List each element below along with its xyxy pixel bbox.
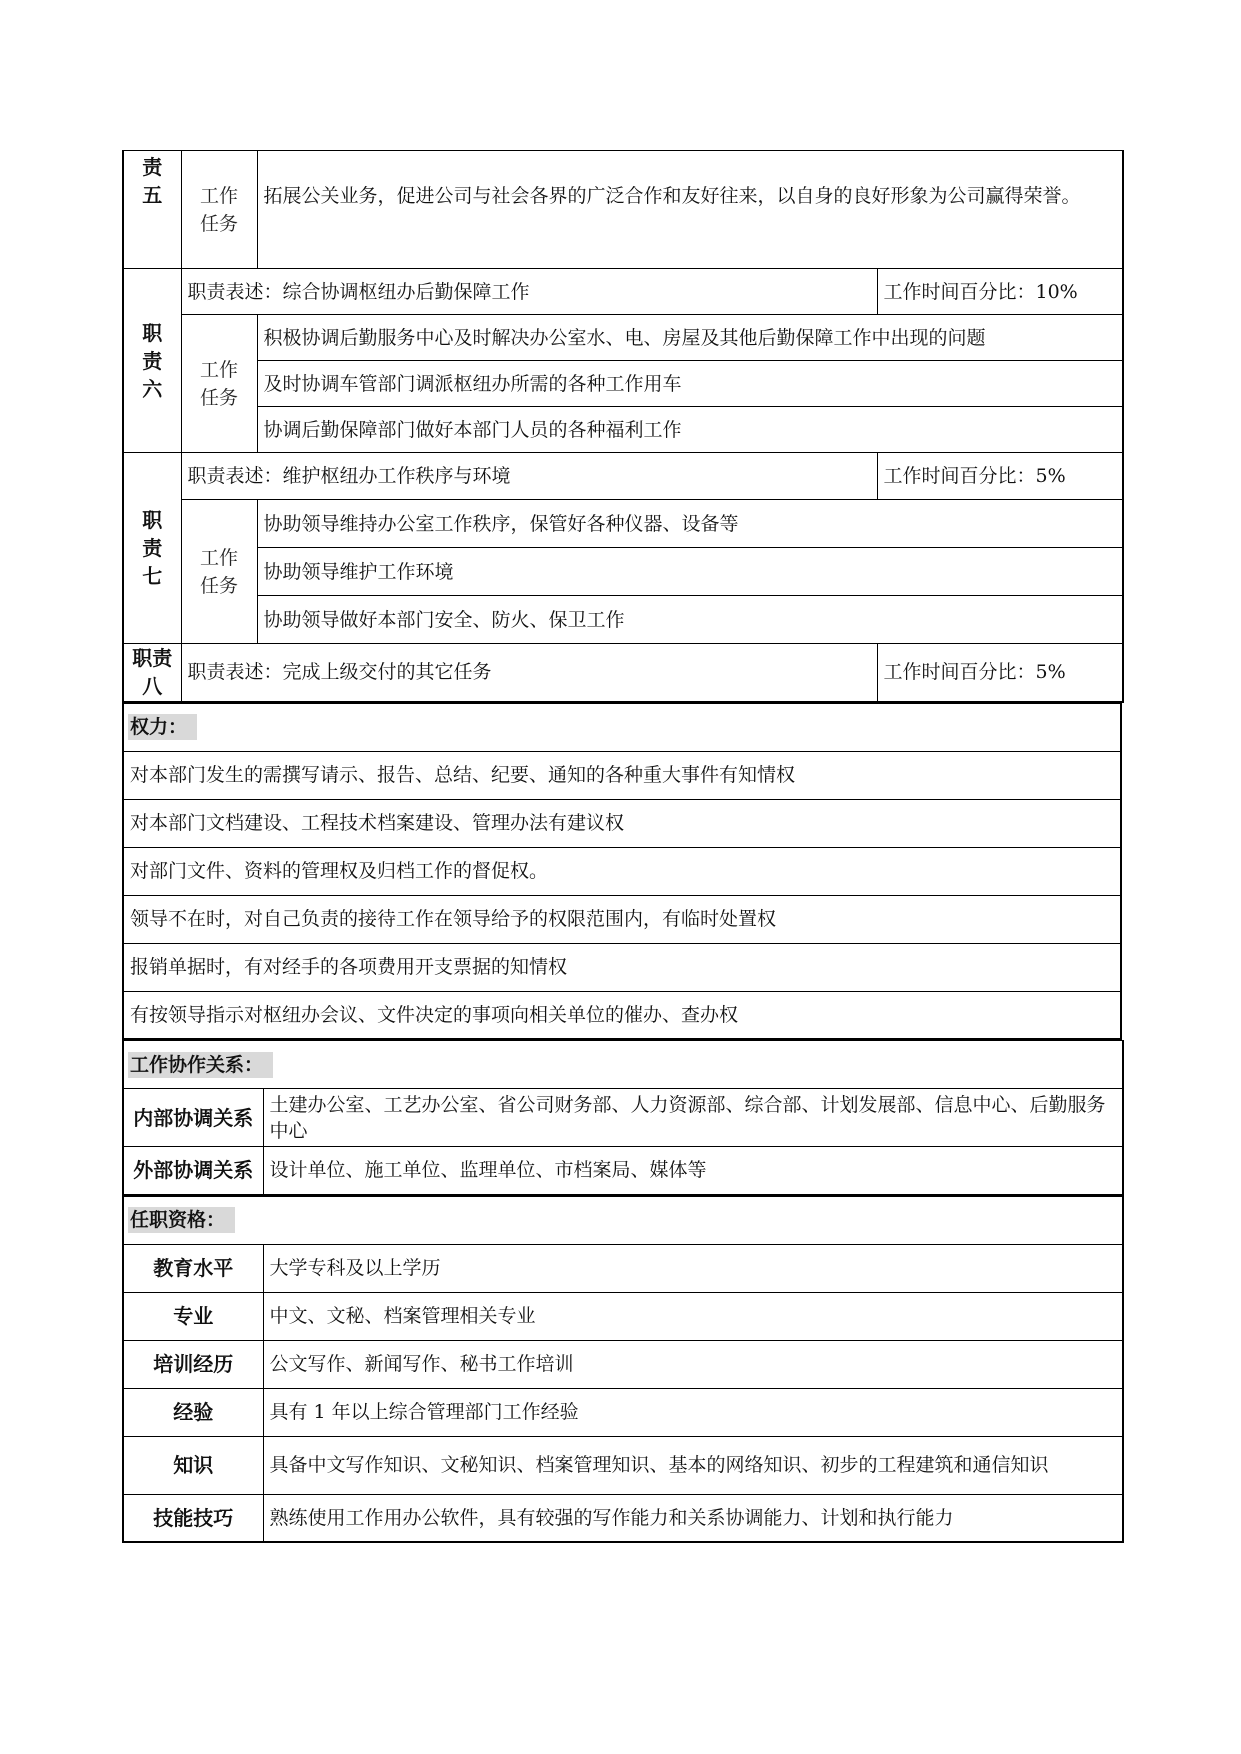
- duty6-desc-row: [123, 269, 1123, 315]
- qualification-value: 中文、文秘、档案管理相关专业: [263, 1292, 1123, 1340]
- authority-item: 对本部门发生的需撰写请示、报告、总结、纪要、通知的各种重大事件有知情权: [123, 751, 1121, 799]
- duty6-task-row: [123, 407, 1123, 453]
- duty7-task-label: 工作 任务: [181, 500, 257, 644]
- duty7-task-row: [123, 596, 1123, 644]
- cooperation-table: [122, 1040, 1124, 1196]
- authority-item: 对部门文件、资料的管理权及归档工作的督促权。: [123, 847, 1121, 895]
- qualifications-heading: [123, 1196, 1123, 1244]
- cooperation-title: 工作协作关系：: [128, 1052, 273, 1078]
- qualification-label: 培训经历: [123, 1340, 263, 1388]
- qualifications-table: [122, 1196, 1124, 1544]
- duty5-label: 责 五: [123, 151, 181, 269]
- authority-item: 对本部门文档建设、工程技术档案建设、管理办法有建议权: [123, 799, 1121, 847]
- duty7-desc: 职责表述：维护枢纽办工作秩序与环境: [181, 453, 877, 500]
- duty6-task-label: 工作 任务: [181, 315, 257, 453]
- duty8-row: [123, 644, 1123, 702]
- qualification-label: 教育水平: [123, 1244, 263, 1292]
- qualification-value: 公文写作、新闻写作、秘书工作培训: [263, 1340, 1123, 1388]
- qualification-value: 具备中文写作知识、文秘知识、档案管理知识、基本的网络知识、初步的工程建筑和通信知识: [263, 1436, 1123, 1494]
- duty7-desc-row: [123, 453, 1123, 500]
- authority-item: 领导不在时，对自己负责的接待工作在领导给予的权限范围内，有临时处置权: [123, 895, 1121, 943]
- qualification-label: 知识: [123, 1436, 263, 1494]
- duty7-task-3: 协助领导做好本部门安全、防火、保卫工作: [257, 596, 1123, 644]
- authority-heading: [123, 703, 1121, 751]
- qualification-label: 经验: [123, 1388, 263, 1436]
- qualification-value: 具有 1 年以上综合管理部门工作经验: [263, 1388, 1123, 1436]
- duty6-task-row: [123, 315, 1123, 361]
- duty7-pct: 工作时间百分比：5%: [877, 453, 1123, 500]
- duty5-task: 拓展公关业务，促进公司与社会各界的广泛合作和友好往来，以自身的良好形象为公司赢得荣誉。: [257, 151, 1123, 269]
- duty7-task-row: [123, 548, 1123, 596]
- qualification-value: 熟练使用工作用办公软件，具有较强的写作能力和关系协调能力、计划和执行能力: [263, 1494, 1123, 1542]
- qualification-label: 技能技巧: [123, 1494, 263, 1542]
- duty6-task-row: [123, 361, 1123, 407]
- duty5-row: [123, 151, 1123, 269]
- internal-coordination-label: 内部协调关系: [123, 1089, 263, 1147]
- qualification-value: 大学专科及以上学历: [263, 1244, 1123, 1292]
- qualifications-title: 任职资格：: [128, 1207, 235, 1233]
- duty8-pct: 工作时间百分比：5%: [877, 644, 1123, 702]
- duty7-task-1: 协助领导维持办公室工作秩序，保管好各种仪器、设备等: [257, 500, 1123, 548]
- authority-item: 报销单据时，有对经手的各项费用开支票据的知情权: [123, 943, 1121, 991]
- duty5-task-label: 工作 任务: [181, 151, 257, 269]
- external-coordination-value: 设计单位、施工单位、监理单位、市档案局、媒体等: [263, 1147, 1123, 1195]
- cooperation-heading: [123, 1041, 1123, 1089]
- duties-table: [122, 150, 1124, 703]
- duty6-desc: 职责表述：综合协调枢纽办后勤保障工作: [181, 269, 877, 315]
- qualification-label: 专业: [123, 1292, 263, 1340]
- authority-item: 有按领导指示对枢纽办会议、文件决定的事项向相关单位的催办、查办权: [123, 991, 1121, 1039]
- authority-table: [122, 703, 1122, 1041]
- duty6-task-1: 积极协调后勤服务中心及时解决办公室水、电、房屋及其他后勤保障工作中出现的问题: [257, 315, 1123, 361]
- duty6-pct: 工作时间百分比：10%: [877, 269, 1123, 315]
- duty6-task-2: 及时协调车管部门调派枢纽办所需的各种工作用车: [257, 361, 1123, 407]
- job-description-document: [122, 150, 1122, 1543]
- authority-title: 权力：: [128, 714, 197, 740]
- internal-coordination-value: 土建办公室、工艺办公室、省公司财务部、人力资源部、综合部、计划发展部、信息中心、后勤服务中心: [263, 1089, 1123, 1147]
- duty7-task-2: 协助领导维护工作环境: [257, 548, 1123, 596]
- duty7-task-row: [123, 500, 1123, 548]
- external-coordination-label: 外部协调关系: [123, 1147, 263, 1195]
- duty6-task-3: 协调后勤保障部门做好本部门人员的各种福利工作: [257, 407, 1123, 453]
- duty8-label: 职责 八: [123, 644, 181, 702]
- duty8-desc: 职责表述：完成上级交付的其它任务: [181, 644, 877, 702]
- duty6-label: 职 责 六: [123, 269, 181, 453]
- duty7-label: 职 责 七: [123, 453, 181, 644]
